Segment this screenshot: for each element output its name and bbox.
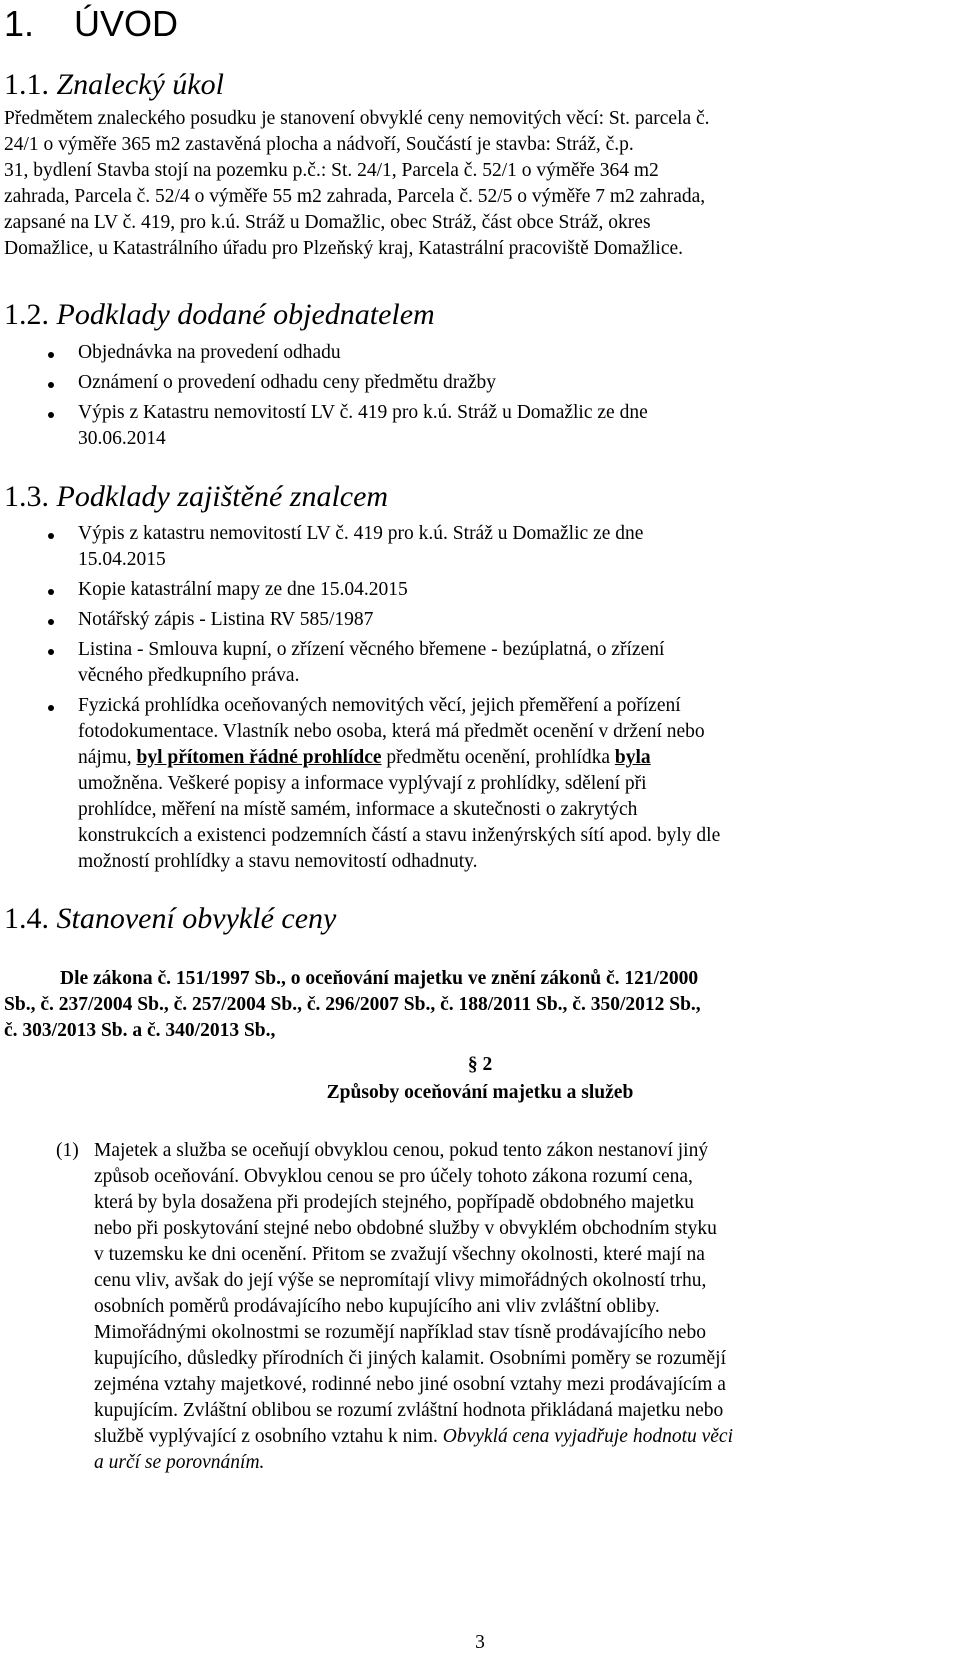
- section-heading-1-4: [4, 900, 336, 938]
- text-line: zapsané na LV č. 419, pro k.ú. Stráž u Domažlic, obec Stráž, část obce Stráž, okres: [4, 212, 651, 233]
- list-item: Výpis z katastru nemovitostí LV č. 419 pro k.ú. Stráž u Domažlic ze dne: [78, 523, 644, 544]
- law-reference-line: č. 303/2013 Sb. a č. 340/2013 Sb.,: [4, 1020, 276, 1041]
- list-item: Notářský zápis - Listina RV 585/1987: [78, 609, 374, 630]
- bullet-icon: [48, 649, 54, 655]
- bullet-icon: [48, 382, 54, 388]
- list-item-continuation: 15.04.2015: [78, 549, 166, 570]
- chapter-title: ÚVOD: [74, 3, 179, 44]
- section-title: Podklady dodané objednatelem: [56, 298, 435, 331]
- text-line: v tuzemsku ke dni ocenění. Přitom se zvažují všechny okolnosti, které mají na: [94, 1244, 705, 1265]
- list-item: Fyzická prohlídka oceňovaných nemovitých věcí, jejich přeměření a pořízení: [78, 695, 681, 716]
- list-item-continuation: nájmu, byl přítomen řádné prohlídce předmětu ocenění, prohlídka byla: [78, 747, 651, 768]
- text-line: Mimořádnými okolnostmi se rozumějí například stav tísně prodávajícího nebo: [94, 1322, 706, 1343]
- list-item-continuation: prohlídce, měření na místě samém, informace a skutečnosti o zakrytých: [78, 799, 638, 820]
- chapter-heading: [4, 2, 178, 46]
- list-item: Výpis z Katastru nemovitostí LV č. 419 pro k.ú. Stráž u Domažlic ze dne: [78, 402, 648, 423]
- underlined-bold-text: byl přítomen řádné prohlídce: [136, 747, 382, 768]
- chapter-number: 1.: [4, 3, 35, 44]
- text-line: Domažlice, u Katastrálního úřadu pro Plzeňský kraj, Katastrální pracoviště Domažlice.: [4, 238, 684, 259]
- law-reference-line: Sb., č. 237/2004 Sb., č. 257/2004 Sb., č. 296/2007 Sb., č. 188/2011 Sb., č. 350/2012 Sb.,: [4, 994, 701, 1015]
- text-line: nebo při poskytování stejné nebo obdobné služby v obvyklém obchodním styku: [94, 1218, 717, 1239]
- text-line: cenu vliv, avšak do její výše se nepromítají vlivy mimořádných okolností trhu,: [94, 1270, 707, 1291]
- section-title: Znalecký úkol: [56, 68, 224, 101]
- section-number: 1.4.: [4, 902, 49, 935]
- text-line: která by byla dosažena při prodejích stejného, popřípadě obdobného majetku: [94, 1192, 694, 1213]
- bullet-icon: [48, 619, 54, 625]
- underlined-bold-text: byla: [614, 747, 651, 768]
- section-title: Podklady zajištěné znalcem: [56, 480, 389, 513]
- list-item-continuation: konstrukcích a existenci podzemních částí a stavu inženýrských sítí apod. byly dle: [78, 825, 721, 846]
- paragraph-number: (1): [56, 1140, 79, 1161]
- section-number: 1.3.: [4, 480, 49, 513]
- text-line: kupujícím. Zvláštní oblibou se rozumí zvláštní hodnota přikládaná majetku nebo: [94, 1400, 724, 1421]
- list-item-continuation: možností prohlídky a stavu nemovitostí odhadnuty.: [78, 851, 478, 872]
- section-title: Stanovení obvyklé ceny: [56, 902, 337, 935]
- text-line: Majetek a služba se oceňují obvyklou cenou, pokud tento zákon nestanoví jiný: [94, 1140, 709, 1161]
- text-line: 24/1 o výměře 365 m2 zastavěná plocha a nádvoří, Součástí je stavba: Stráž, č.p.: [4, 134, 634, 155]
- list-item-continuation: umožněna. Veškeré popisy a informace vyplývají z prohlídky, sdělení při: [78, 773, 647, 794]
- bullet-icon: [48, 412, 54, 418]
- text-line: kupujícího, důsledky přírodních či jiných kalamit. Osobními poměry se rozumějí: [94, 1348, 727, 1369]
- section-number: 1.1.: [4, 68, 49, 101]
- text-line: osobních poměrů prodávajícího nebo kupujícího ani vliv zvláštní obliby.: [94, 1296, 660, 1317]
- text-line: zahrada, Parcela č. 52/4 o výměře 55 m2 zahrada, Parcela č. 52/5 o výměře 7 m2 zahrada,: [4, 186, 706, 207]
- text-line: zejména vztahy majetkové, rodinné nebo jiné osobní vztahy mezi prodávajícím a: [94, 1374, 726, 1395]
- section-heading-1-1: [4, 66, 224, 104]
- bullet-icon: [48, 705, 54, 711]
- section-heading-1-3: [4, 478, 388, 516]
- text-line: způsob oceňování. Obvyklou cenou se pro účely tohoto zákona rozumí cena,: [94, 1166, 693, 1187]
- text-line: službě vyplývající z osobního vztahu k nim. Obvyklá cena vyjadřuje hodnotu věci: [94, 1426, 733, 1447]
- list-item-continuation: věcného předkupního práva.: [78, 665, 300, 686]
- text-line: 31, bydlení Stavba stojí na pozemku p.č.: St. 24/1, Parcela č. 52/1 o výměře 364 m2: [4, 160, 659, 181]
- text-line: Předmětem znaleckého posudku je stanovení obvyklé ceny nemovitých věcí: St. parcela č.: [4, 108, 710, 129]
- section-heading-1-2: [4, 296, 435, 334]
- section-number: 1.2.: [4, 298, 49, 331]
- list-item-continuation: 30.06.2014: [78, 428, 166, 449]
- section-mark: § 2: [467, 1054, 493, 1075]
- bullet-icon: [48, 589, 54, 595]
- list-item: Kopie katastrální mapy ze dne 15.04.2015: [78, 579, 408, 600]
- list-item: Oznámení o provedení odhadu ceny předmětu dražby: [78, 372, 497, 393]
- list-item: Objednávka na provedení odhadu: [78, 342, 341, 363]
- bullet-icon: [48, 352, 54, 358]
- list-item-continuation: fotodokumentace. Vlastník nebo osoba, která má předmět ocenění v držení nebo: [78, 721, 705, 742]
- list-item: Listina - Smlouva kupní, o zřízení věcného břemene - bezúplatná, o zřízení: [78, 639, 665, 660]
- bullet-icon: [48, 533, 54, 539]
- legal-section-title: Způsoby oceňování majetku a služeb: [326, 1082, 634, 1103]
- text-line: a určí se porovnáním.: [94, 1452, 265, 1473]
- italic-text: Obvyklá cena vyjadřuje hodnotu věci: [442, 1426, 733, 1447]
- law-reference-line: Dle zákona č. 151/1997 Sb., o oceňování majetku ve znění zákonů č. 121/2000: [60, 968, 699, 989]
- page-number: 3: [475, 1632, 485, 1653]
